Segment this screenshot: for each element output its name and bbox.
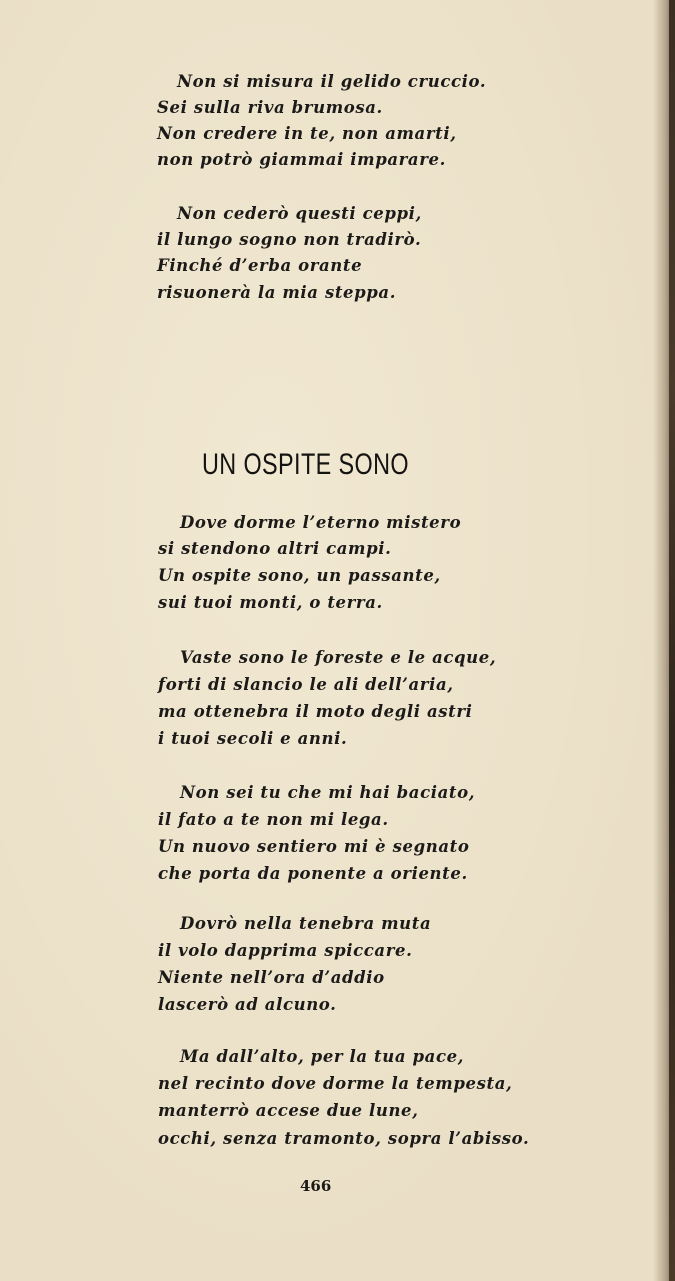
poem-line: Finché d’erba orante bbox=[157, 256, 363, 275]
poem-line: il volo dapprima spiccare. bbox=[158, 941, 413, 960]
poem-line: manterrò accese due lune, bbox=[158, 1101, 419, 1120]
poem-line: occhi, senza tramonto, sopra l’abisso. bbox=[158, 1129, 530, 1148]
poem-title: UN OSPITE SONO bbox=[202, 448, 409, 481]
poem-line: nel recinto dove dorme la tempesta, bbox=[158, 1074, 513, 1093]
poem-line: che porta da ponente a oriente. bbox=[158, 864, 468, 883]
poem-line: sui tuoi monti, o terra. bbox=[158, 593, 383, 612]
poem-line: Dovrò nella tenebra muta bbox=[180, 914, 432, 933]
poem-line: Non credere in te, non amarti, bbox=[157, 124, 457, 143]
poem-line: Vaste sono le foreste e le acque, bbox=[180, 648, 497, 667]
poem-line: Ma dall’alto, per la tua pace, bbox=[180, 1047, 465, 1066]
poem-line: si stendono altri campi. bbox=[158, 539, 392, 558]
poem-line: Non cederò questi ceppi, bbox=[177, 204, 422, 223]
book-spine-edge bbox=[669, 0, 675, 1281]
poem-line: Non sei tu che mi hai baciato, bbox=[180, 783, 476, 802]
poem-line: non potrò giammai imparare. bbox=[157, 150, 446, 169]
poem-line: Un ospite sono, un passante, bbox=[158, 566, 441, 585]
poem-line: Niente nell’ora d’addio bbox=[158, 968, 385, 987]
poem-line: il lungo sogno non tradirò. bbox=[157, 230, 422, 249]
poem-line: Un nuovo sentiero mi è segnato bbox=[158, 837, 470, 856]
poem-line: Sei sulla riva brumosa. bbox=[157, 98, 383, 117]
poem-line: il fato a te non mi lega. bbox=[158, 810, 389, 829]
poem-line: Non si misura il gelido cruccio. bbox=[177, 72, 487, 91]
poem-line: risuonerà la mia steppa. bbox=[157, 283, 397, 302]
page-number: 466 bbox=[300, 1177, 332, 1195]
poem-line: forti di slancio le ali dell’aria, bbox=[158, 675, 454, 694]
poem-line: Dove dorme l’eterno mistero bbox=[180, 513, 462, 532]
poem-line: i tuoi secoli e anni. bbox=[158, 729, 348, 748]
poem-line: ma ottenebra il moto degli astri bbox=[158, 702, 473, 721]
poem-line: lascerò ad alcuno. bbox=[158, 995, 337, 1014]
